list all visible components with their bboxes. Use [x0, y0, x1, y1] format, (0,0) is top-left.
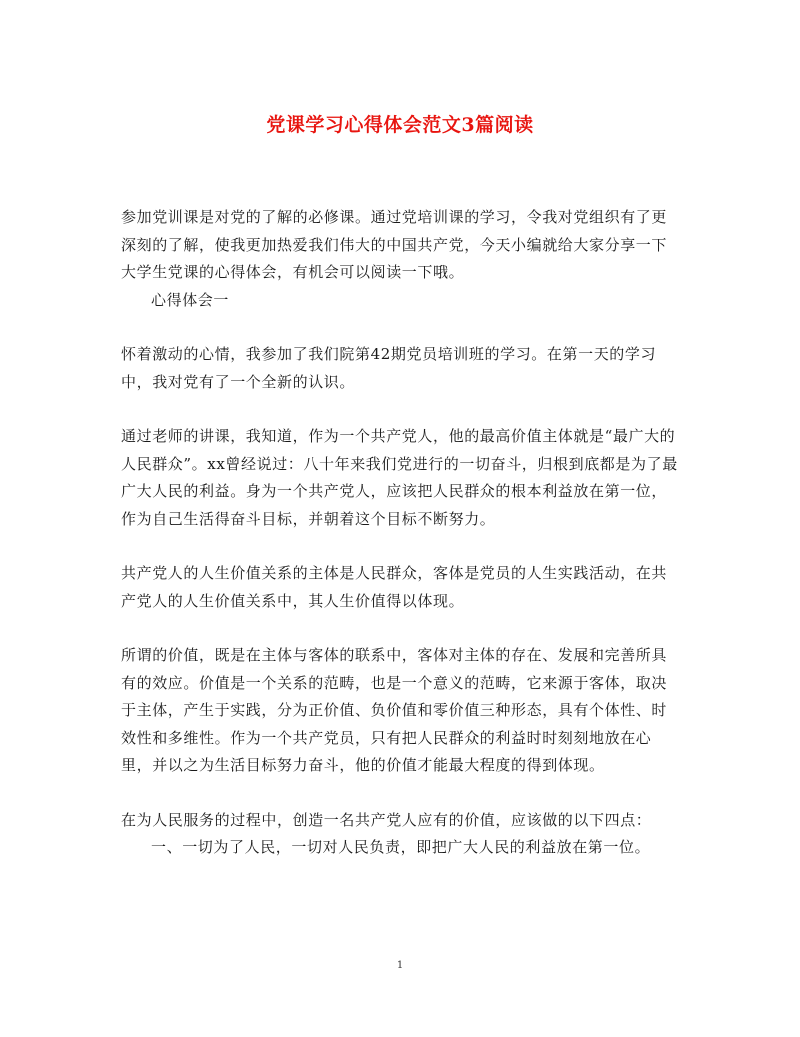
- page-number: 1: [396, 960, 404, 971]
- body-paragraph: 怀着激动的心情，我参加了我们院第42期党员培训班的学习。在第一天的学习中，我对党有了一个全新的认识。: [121, 345, 657, 391]
- list-item: 一、一切为了人民，一切对人民负责，即把广大人民的利益放在第一位。: [151, 838, 651, 856]
- document-body: [121, 204, 681, 862]
- document-title: 党课学习心得体会范文3篇阅读: [266, 114, 534, 136]
- body-paragraph: 所谓的价值，既是在主体与客体的联系中，客体对主体的存在、发展和完善所具有的效应。价值是一个关系的范畴，也是一个意义的范畴，它来源于客体，取决于主体，产生于实践，分为正价值、负价值和零价值三种形态，具有个体性、时效性和多维性。作为一个共产党员，只有把人民群众的利益时时刻刻地放在心里，并以之为生活目标努力奋斗，他的价值才能最大程度的得到体现。: [121, 646, 668, 774]
- intro-paragraph: 参加党训课是对党的了解的必修课。通过党培训课的学习，令我对党组织有了更深刻的了解，使我更加热爱我们伟大的中国共产党，今天小编就给大家分享一下大学生党课的心得体会，有机会可以阅读一下哦。: [121, 208, 668, 281]
- body-paragraph: 通过老师的讲课，我知道，作为一个共产党人，他的最高价值主体就是“最广大的人民群众”。xx曾经说过：八十年来我们党进行的一切奋斗，归根到底都是为了最广大人民的利益。身为一个共产党人，应该把人民群众的根本利益放在第一位，作为自己生活得奋斗目标，并朝着这个目标不断努力。: [121, 427, 678, 528]
- body-paragraph: 共产党人的人生价值关系的主体是人民群众，客体是党员的人生实践活动，在共产党人的人生价值关系中，其人生价值得以体现。: [121, 564, 668, 610]
- section-heading: 心得体会一: [151, 290, 230, 309]
- body-paragraph: 在为人民服务的过程中，创造一名共产党人应有的价值，应该做的以下四点：: [121, 810, 652, 829]
